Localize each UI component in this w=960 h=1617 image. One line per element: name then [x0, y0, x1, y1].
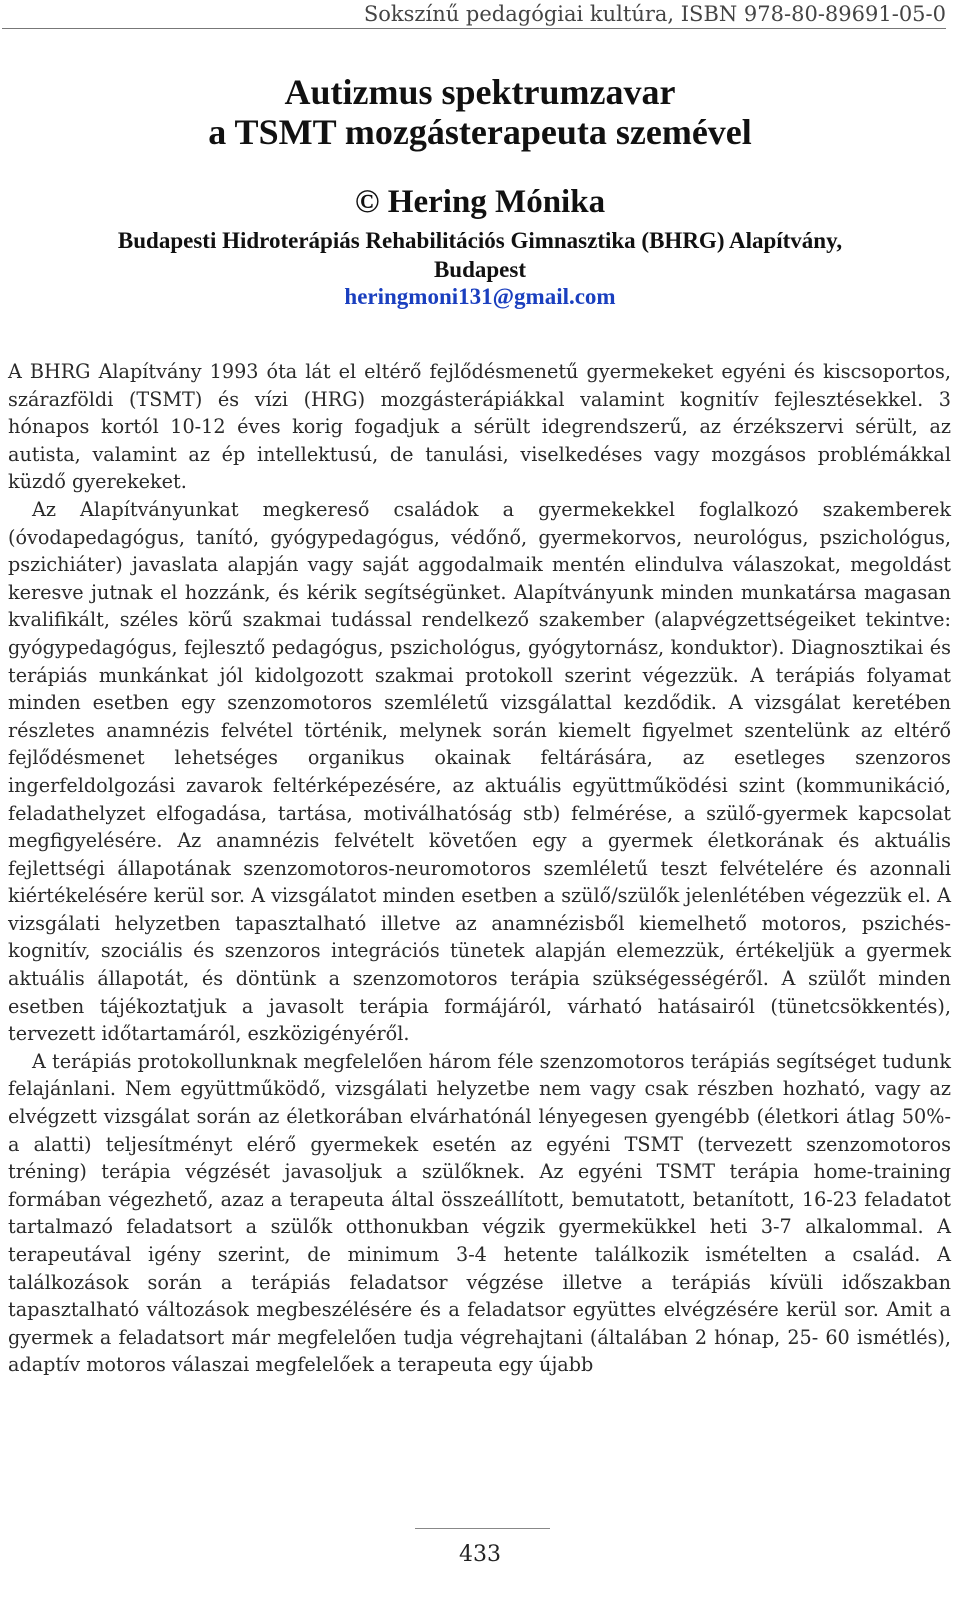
paragraph-1: A BHRG Alapítvány 1993 óta lát el eltérő fejlődésmenetű gyermekeket egyéni és kiscsoportos, szárazföldi (TSMT) és vízi (HRG) mozgásterápiákkal valamint kognitív fejlesztésekkel. 3 hónapos kortól 10-12 éves korig fogadjuk a sérült idegrendszerű, az érzékszervi sérült, az autista, valamint az ép intellektusú, de tanulási, viselkedéses vagy mozgásos problémákkal küzdő gyerekeket. [8, 360, 951, 494]
affiliation [4, 226, 956, 284]
running-head: Sokszínű pedagógiai kultúra, ISBN 978-80-89691-05-0 [363, 2, 946, 26]
paragraph-2: Az Alapítványunkat megkereső családok a gyermekekkel foglalkozó szakemberek (óvodapedagógus, tanító, gyógypedagógus, védőnő, gyermekorvos, neurológus, pszichológus, pszichiáter) javaslata alapján vagy saját aggodalmaik mentén elindulva válaszokat, megoldást keresve jutnak el hozzánk, és kérik segítségünket. Alapítványunk minden munkatársa magasan kvalifikált, széles körű szakmai tudással rendelkező szakember (alapvégzettségeiket tekintve: gyógypedagógus, fejlesztő pedagógus, pszichológus, gyógytornász, konduktor). Diagnosztikai és terápiás munkánkat jól kidolgozott szakmai protokoll szerint végezzük. A terápiás folyamat minden esetben egy szenzomotoros szemléletű vizsgálattal kezdődik. A vizsgálat keretében részletes anamnézis felvétel történik, melynek során kiemelt figyelmet szentelünk az eltérő fejlődésmenet lehetséges organikus okainak feltárására, az esetleges szenzoros ingerfeldolgozási zavarok feltérképezésére, az aktuális együttműködési szint (kommunikáció, feladathelyzet elfogadása, tartása, motiválhatóság stb) felmérése, a szülő-gyermek kapcsolat megfigyelésére. Az anamnézis felvételt követően egy a gyermek életkorának és aktuális fejlettségi állapotának szenzomotoros-neuromotoros szemléletű teszt felvételére és azonnali kiértékelésére kerül sor. A vizsgálatot minden esetben a szülő/szülők jelenlétében végezzük el. A vizsgálati helyzetben tapasztalható illetve az anamnézisből kiemelhető motoros, pszichés-kognitív, szociális és szenzoros integrációs tünetek alapján elemezzük, értékeljük a gyermek aktuális állapotát, és döntünk a szenzomotoros terápia szükségességéről. A szülőt minden esetben tájékoztatjuk a javasolt terápia formájáról, várható hatásairól (tünetcsökkentés), tervezett időtartamáról, eszközigényéről. [8, 497, 951, 1046]
title-line-1: Autizmus spektrumzavar [284, 72, 676, 112]
author-email-link[interactable]: heringmoni131@gmail.com [344, 284, 616, 309]
paragraph-3: A terápiás protokollunknak megfelelően három féle szenzomotoros terápiás segítséget tudunk felajánlani. Nem együttműködő, vizsgálati helyzetbe nem vagy csak részben hozható, vagy az elvégzett vizsgálat során az életkorában elvárhatónál lényegesen gyengébb (életkori átlag 50%-a alatti) teljesítményt elérő gyermekek esetén az egyéni TSMT (tervezett szenzomotoros tréning) terápia végzését javasoljuk a szülőknek. Az egyéni TSMT terápia home-training formában végezhető, azaz a terapeuta által összeállított, bemutatott, betanított, 16-23 feladatot tartalmazó feladatsort a szülők otthonukban végzik gyermekükkel heti 3-7 alkalommal. A terapeutával igény szerint, de minimum 3-4 hetente találkozik ismételten a család. A találkozások során a terápiás feladatsor végzése illetve a terápiás kívüli időszakban tapasztalható változások megbeszélésére és a feladatsor együttes elvégzésére kerül sor. Amit a gyermek a feladatsort már megfelelően tudja végrehajtani (általában 2 hónap, 25- 60 ismétlés), adaptív motoros válaszai megfelelőek a terapeuta egy újabb [8, 1049, 951, 1377]
header-rule [2, 28, 946, 29]
affiliation-line-1: Budapesti Hidroterápiás Rehabilitációs Gimnasztika (BHRG) Alapítvány, [117, 228, 843, 253]
author-name: © Hering Mónika [354, 184, 606, 220]
affiliation-line-2: Budapest [433, 257, 527, 282]
page-number: 433 [459, 1542, 501, 1567]
footer-rule [415, 1528, 550, 1529]
article-body [8, 358, 951, 1379]
title-line-2: a TSMT mozgásterapeuta szemével [208, 112, 752, 152]
article-title [0, 72, 960, 152]
